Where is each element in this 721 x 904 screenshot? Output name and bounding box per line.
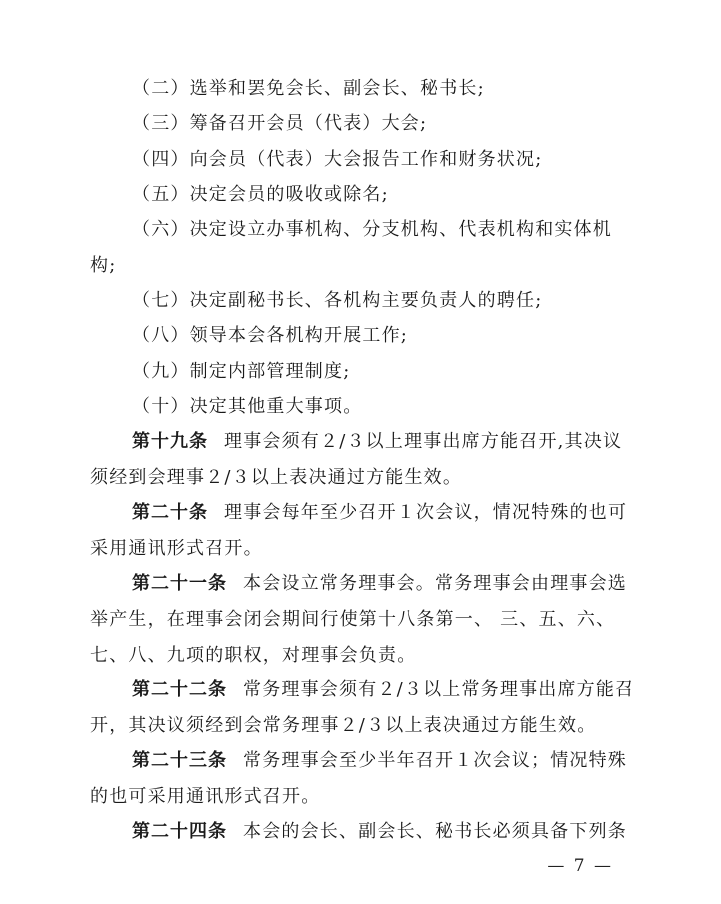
article-heading: 第十九条 <box>132 431 208 452</box>
list-item: （六）决定设立办事机构、分支机构、代表机构和实体机构; <box>90 219 612 276</box>
article-text: 本会设立常务理事会。常务理事会由理事会选举产生，在理事会闭会期间行使第十八条第一、 三、五、六、七、八、九项的职权，对理事会负责。 <box>90 573 627 666</box>
article-text: 本会的会长、副会长、秘书长必须具备下列条 <box>243 821 627 842</box>
article-text: 理事会须有２/３以上理事出席方能召开,其决议须经到会理事２/３以上表决通过方能生效。 <box>90 431 623 488</box>
page-number: — 7 — <box>547 856 613 876</box>
article-24 <box>90 814 635 850</box>
article-19 <box>90 424 635 496</box>
article-heading: 第二十二条 <box>132 679 227 700</box>
article-20 <box>90 495 635 567</box>
article-22 <box>90 672 635 744</box>
article-21 <box>90 566 635 674</box>
article-heading: 第二十四条 <box>132 821 227 842</box>
list-item: （三）筹备召开会员（代表）大会; <box>132 113 428 134</box>
list-item: （二）选举和罢免会长、副会长、秘书长; <box>132 78 485 99</box>
list-item: （七）决定副秘书长、各机构主要负责人的聘任; <box>132 290 543 311</box>
article-heading: 第二十一条 <box>132 573 227 594</box>
article-text: 常务理事会须有２/３以上常务理事出席方能召开，其决议须经到会常务理事２/３以上表决通过方能生效。 <box>90 679 635 736</box>
list-item: （九）制定内部管理制度; <box>132 361 351 382</box>
list-item: （八）领导本会各机构开展工作; <box>132 325 409 346</box>
article-text: 常务理事会至少半年召开１次会议；情况特殊的也可采用通讯形式召开。 <box>90 750 627 807</box>
article-text: 理事会每年至少召开１次会议，情况特殊的也可采用通讯形式召开。 <box>90 502 628 559</box>
list-item: （五）决定会员的吸收或除名; <box>132 184 389 205</box>
list-item: （四）向会员（代表）大会报告工作和财务状况; <box>132 149 543 170</box>
article-heading: 第二十三条 <box>132 750 227 771</box>
article-23 <box>90 743 635 815</box>
list-item: （十）决定其他重大事项。 <box>132 396 363 417</box>
article-heading: 第二十条 <box>132 502 208 523</box>
